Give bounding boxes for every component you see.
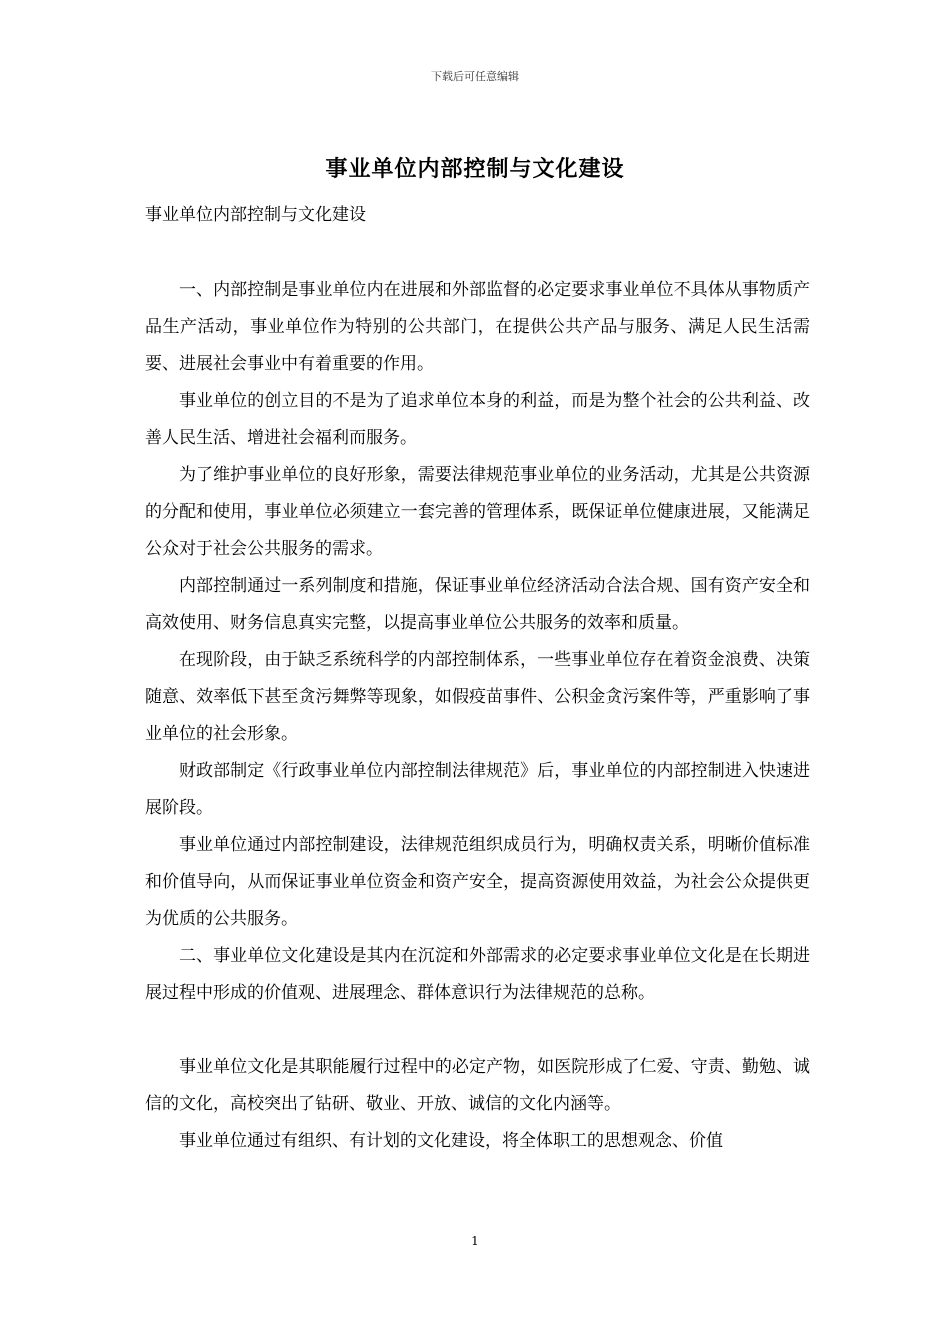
paragraph: 事业单位通过内部控制建设，法律规范组织成员行为，明确权责关系，明晰价值标准和价值导向，从而保证事业单位资金和资产安全，提高资源使用效益，为社会公众提供更为优质的公共服务。 bbox=[145, 835, 810, 929]
paragraph: 二、事业单位文化建设是其内在沉淀和外部需求的必定要求事业单位文化是在长期进展过程中形成的价值观、进展理念、群体意识行为法律规范的总称。 bbox=[145, 946, 810, 1003]
page-number: 1 bbox=[471, 1234, 479, 1248]
paragraph: 在现阶段，由于缺乏系统科学的内部控制体系，一些事业单位存在着资金浪费、决策随意、效率低下甚至贪污舞弊等现象，如假疫苗事件、公积金贪污案件等，严重影响了事业单位的社会形象。 bbox=[145, 650, 810, 744]
document-subtitle: 事业单位内部控制与文化建设 bbox=[145, 205, 366, 225]
paragraph: 为了维护事业单位的良好形象，需要法律规范事业单位的业务活动，尤其是公共资源的分配和使用，事业单位必须建立一套完善的管理体系，既保证单位健康进展，又能满足公众对于社会公共服务的需求。 bbox=[145, 465, 810, 559]
paragraph: 一、内部控制是事业单位内在进展和外部监督的必定要求事业单位不具体从事物质产品生产活动，事业单位作为特别的公共部门，在提供公共产品与服务、满足人民生活需要、进展社会事业中有着重要的作用。 bbox=[145, 280, 810, 374]
document-body bbox=[145, 272, 810, 1160]
document-title: 事业单位内部控制与文化建设 bbox=[325, 156, 625, 182]
paragraph: 事业单位的创立目的不是为了追求单位本身的利益，而是为整个社会的公共利益、改善人民生活、增进社会福利而服务。 bbox=[145, 391, 810, 448]
page-header-note: 下载后可任意编辑 bbox=[431, 70, 519, 83]
paragraph: 财政部制定《行政事业单位内部控制法律规范》后，事业单位的内部控制进入快速进展阶段。 bbox=[145, 761, 810, 818]
paragraph: 内部控制通过一系列制度和措施，保证事业单位经济活动合法合规、国有资产安全和高效使用、财务信息真实完整，以提高事业单位公共服务的效率和质量。 bbox=[145, 576, 810, 633]
paragraph: 事业单位文化是其职能履行过程中的必定产物，如医院形成了仁爱、守责、勤勉、诚信的文化，高校突出了钻研、敬业、开放、诚信的文化内涵等。 bbox=[145, 1057, 810, 1114]
paragraph: 事业单位通过有组织、有计划的文化建设，将全体职工的思想观念、价值 bbox=[179, 1131, 723, 1151]
